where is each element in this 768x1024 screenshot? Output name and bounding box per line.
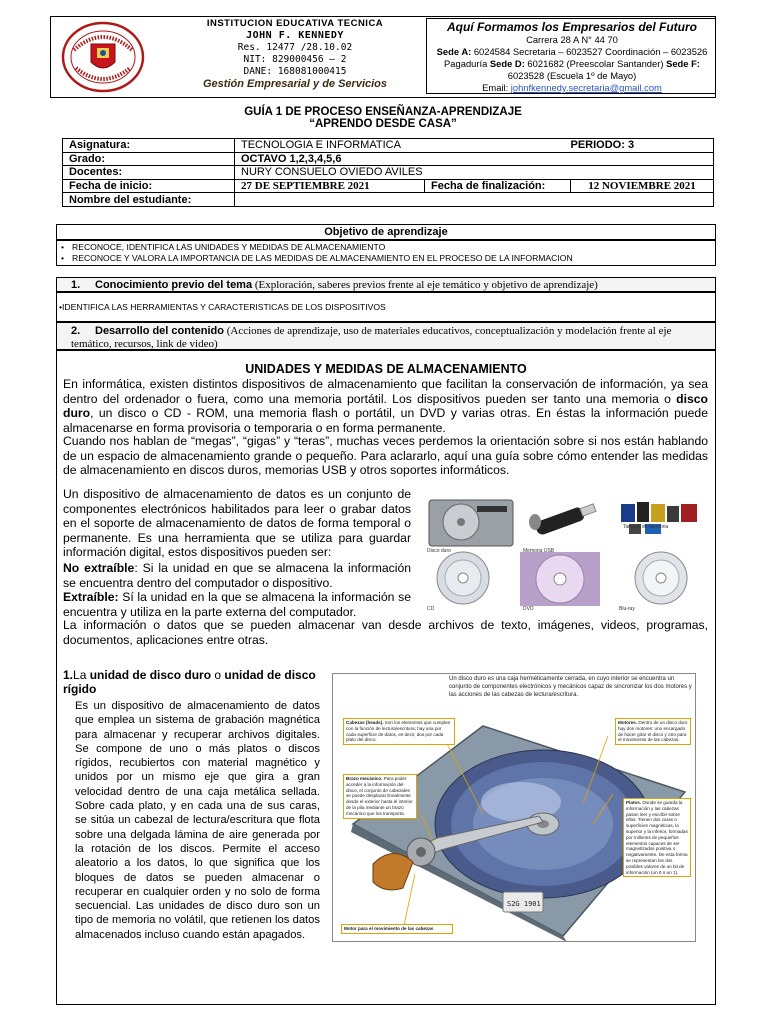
callout-motor-cabezas: Motor para el movimiento de las cabezas (341, 924, 453, 934)
photo-label: DVD (523, 606, 534, 612)
email-line: Email: johnfkennedy.secretaria@gmail.com (482, 82, 662, 93)
hard-disk-diagram (332, 673, 696, 942)
callout-motores: Motores. Dentro de un disco duro hay dos motores: uno encargado de hacer girar el disco y otro para el movimiento de las cabezas. (615, 718, 691, 745)
section-1-heading: 1. Conocimiento previo del tema (Exploración, saberes previos frente al eje temático y objetivo de aprendizaje) (56, 277, 716, 292)
contact-info (430, 20, 714, 94)
hdd-caption: Un disco duro es una caja herméticamente cerrada, en cuyo interior se encuentra un conjunto de componentes electrónicos y mecánicos capaz de sincronizar los dos motores y las acciones de las cabezas de lectura/escritura. (449, 676, 692, 698)
fecha-inicio-label: Fecha de inicio: (63, 179, 235, 193)
fecha-fin-value: 12 NOVIEMBRE 2021 (571, 179, 714, 193)
usb-photo (529, 504, 596, 536)
callout-platos: Platos. Donde se guarda la información y las cabezas pasan leer y escribir sobre ellos. Tienen dos caras o superficies magnéticas, la superior y la inferior, formadas por millones de pequeños elementos capaces de ser magnetizados positiva o negativamente. De esta forma se representan los dos posibles valores de un bit de información (un 0 o un 1). (623, 798, 691, 877)
email-link[interactable]: johnfkennedy.secretaria@gmail.com (510, 82, 662, 93)
storage-devices-image (423, 496, 709, 614)
objetivo-item: • RECONOCE, IDENTIFICA LAS UNIDADES Y MEDIDAS DE ALMACENAMIENTO (61, 242, 711, 253)
objetivo-list (56, 240, 716, 266)
photo-label: Tarjetas de Memoria (623, 524, 669, 530)
photo-label: Disco duro (427, 548, 451, 554)
fecha-fin-label: Fecha de finalización: (425, 179, 571, 193)
photo-label: Memoria USB (523, 548, 555, 554)
estudiante-label: Nombre del estudiante: (63, 193, 235, 207)
school-name: INSTITUCION EDUCATIVA TECNICA (206, 18, 384, 29)
callout-brazo: Brazo mecánico. Para poder acceder a la información del disco, el conjunto de cabezales se puede desplazar linealmente desde el exterior hasta el interior de la pila mediante un brazo mecánico que los transporta. (343, 774, 417, 819)
school-logo (60, 20, 146, 94)
docentes-label: Docentes: (63, 166, 235, 180)
bluray-photo (635, 552, 687, 604)
section-2-heading: 2. Desarrollo del contenido (Acciones de aprendizaje, uso de materiales educativos, conceptualización y modelación frente al eje temático, recursos, link de video) (56, 322, 716, 350)
hard-disk-photo (429, 500, 513, 546)
photo-label: Blu-ray (619, 606, 635, 612)
asignatura-label: Asignatura: (63, 139, 235, 153)
resolution: Res. 12477 /28.10.02 (237, 42, 353, 53)
phones: Sede A: 6024584 Secretaria – 6023527 Coordinación – 6023526 Pagaduría Sede D: 6021682 (Preescolar Santander) Sede F: 6023528 (Escuela 1º de Mayo) (436, 46, 708, 81)
paragraph-intro: En informática, existen distintos dispositivos de almacenamiento que facilitan la conservación de información, ya sea dentro del ordenador o fuera, como una memoria portátil. Los dispositivos pueden ser tanto una memoria o disco duro, un disco o CD - ROM, una memoria flash o portátil, un DVD y varias otras. En éstas la información puede almacenarse en forma provisoria o temporaria o en forma permanente. (63, 377, 708, 435)
nit: NIT: 829000456 – 2 (243, 54, 347, 65)
objetivo-title: Objetivo de aprendizaje (56, 224, 716, 240)
content-heading: UNIDADES Y MEDIDAS DE ALMACENAMIENTO (245, 362, 527, 376)
docentes-value: NURY CONSUELO OVIEDO AVILES (235, 166, 714, 180)
school-info (168, 18, 422, 90)
grado-value: OCTAVO 1,2,3,4,5,6 (235, 152, 714, 166)
periodo-value: PERIODO: 3 (571, 139, 714, 153)
paragraph-data-types: La información o datos que se pueden almacenar van desde archivos de texto, imágenes, videos, programas, documentos, aplicaciones entre otras. (63, 618, 708, 647)
callout-cabezas: Cabezas (heads). Son los elementos que cumplen con la función de lectura/escritura; hay una por cada superficie de datos, es decir, dos por cada plato del disco. (343, 718, 455, 745)
school-name-2: JOHN F. KENNEDY (246, 30, 344, 41)
objetivo-item: • RECONOCE Y VALORA LA IMPORTANCIA DE LAS MEDIDAS DE ALMACENAMIENTO EN EL PROCESO DE LA INFORMACION (61, 253, 711, 264)
section-1-body: •IDENTIFICA LAS HERRAMIENTAS Y CARACTERISTICAS DE LOS DISPOSITIVOS (56, 292, 716, 322)
paragraph-hard-disk: Es un dispositivo de almacenamiento de datos que emplea un sistema de grabación magnética para almacenar y recuperar archivos digitales. Se compone de uno o más platos o discos rígidos, recubiertos con material magnético y unidos por un mismo eje que gira a gran velocidad dentro de una caja metálica sellada. Sobre cada plato, y en cada una de sus caras, se sitúa un cabezal de lectura/escritura que flota sobre una delgada lámina de aire generada por la rotación de los discos. Permite el acceso aleatorio a los datos, lo que significa que los bloques de datos se pueden almacenar o recuperar en cualquier orden y no solo de forma secuencial. Las unidades de disco duro son un tipo de memoria no volátil, que retienen los datos almacenados incluso cuando están apagados. (75, 700, 320, 941)
disk-heading: 1.La unidad de disco duro o unidad de disco rígido (63, 668, 316, 696)
photo-label: CD (427, 606, 435, 612)
guide-title: GUÍA 1 DE PROCESO ENSEÑANZA-APRENDIZAJE “APRENDO DESDE CASA” (244, 106, 522, 130)
estudiante-field[interactable] (235, 193, 714, 207)
hdd-label-code: S2G 1901 (507, 900, 541, 908)
fecha-inicio-value: 27 DE SEPTIEMBRE 2021 (235, 179, 425, 193)
info-table (62, 138, 714, 207)
dvd-photo (520, 552, 600, 606)
asignatura-value: TECNOLOGIA E INFORMATICA (235, 139, 571, 153)
paragraph-devices: Un dispositivo de almacenamiento de datos es un conjunto de componentes electrónicos habilitados para leer o grabar datos en el soporte de almacenamiento de datos de forma temporal o permanente. Es una herramienta que se utiliza para guardar información digital, estos dispositivos pueden ser: No extraíble: Si la unidad en que se almacena la información se encuentra dentro del computador o dispositivo. Extraíble: Sí la unidad en la que se almacena la información se encuentra y utiliza en la parte externa del computador. (63, 487, 412, 619)
motto: Gestión Empresarial y de Servicios (202, 78, 388, 90)
cd-photo (437, 552, 489, 604)
paragraph-units: Cuando nos hablan de “megas”, “gigas” y “teras”, muchas veces perdemos la orientación sobre si nos están hablando de un espacio de almacenamiento grande o pequeño. Para aclararlo, aquí una guía sobre cómo entender las medidas de almacenamiento en discos duros, memorias USB y otros soportes informáticos. (63, 434, 708, 478)
grado-label: Grado: (63, 152, 235, 166)
dane: DANE: 168081000415 (243, 66, 347, 77)
slogan: Aquí Formamos los Empresarios del Futuro (446, 20, 698, 34)
address: Carrera 28 A N° 44 70 (526, 34, 618, 45)
